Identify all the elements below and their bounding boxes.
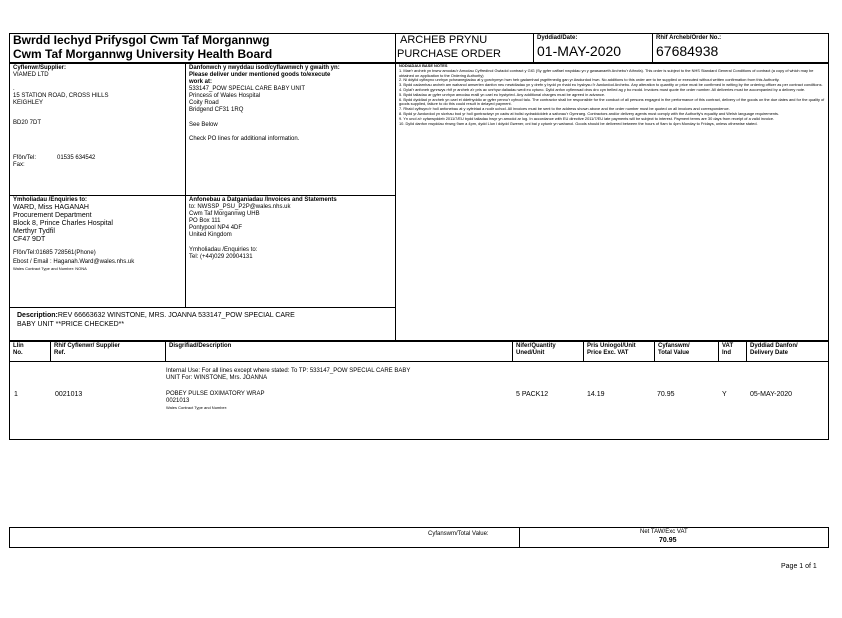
divider (654, 341, 655, 361)
divider (395, 63, 396, 341)
supplier-name: VIAMED LTD (13, 72, 49, 78)
supplier-address-line: . (13, 86, 15, 92)
divider (185, 63, 186, 195)
invoice-block (189, 197, 394, 261)
invoice-email[interactable]: to: NWSSP_PSU_P2P@wales.nhs.uk (189, 204, 291, 210)
terms-heading: NODIADAU/ BASE NOTES (399, 63, 448, 68)
invoice-enquiries-tel: Tel: (+44)029 20904131 (189, 254, 253, 260)
date-label: Dyddiad/Date: (537, 35, 578, 41)
description-text: BABY UNIT **PRICE CHECKED** (17, 321, 125, 328)
table-header-line: Llin No. (13, 343, 24, 356)
enquiries-label: Ymholiadau /Enquiries to: (13, 197, 88, 203)
net-total-value: 70.95 (659, 537, 677, 544)
supplier-block (13, 65, 183, 169)
delivery-label: Please deliver under mentioned goods to/execute (189, 72, 331, 78)
description-block (17, 311, 393, 329)
terms-line: 2. Ni ddylid cyflwyno unrhyw ychwanegiadau at y gorchymyn hwn heb gadarnhad ysgrifenedig gan yr Awdurdod hwn. No additions to this order are to be supplied or executed without written confirmation from this Authority. (399, 77, 780, 83)
supplier-phone: 01535 634542 (57, 155, 96, 161)
table-header-vat: VAT Ind (722, 343, 734, 356)
enquiries-block (13, 197, 183, 271)
enquiries-address-line: CF47 9DT (13, 236, 46, 243)
table-cell-total: 70.95 (657, 391, 675, 398)
table-cell-supplier-ref: 0021013 (55, 391, 83, 398)
enquiries-phone: Ffôn/Tel:01685 728561(Phone) (13, 250, 96, 256)
totals-box (9, 527, 829, 548)
page-number: Page 1 of 1 (781, 563, 817, 570)
total-value-label: Cyfanswm/Total Value: (428, 531, 489, 537)
terms-line: 1. Mae'r archeb yn bwrw amodau'r Amodau Cyffredinol Gwladol contract y GIG (Sy gyfer caffael nwyddau yn y gwasanaeth Archebu'r Athrofa). This order is subject to the NHS Standard General Conditions of contract (a copy of which may be obtained on application to the Ordering Authority) (399, 67, 814, 78)
enquiries-address-line: Merthyr Tydfil (13, 228, 55, 235)
doc-type-welsh: ARCHEB PRYNU (400, 34, 488, 46)
table-cell-delivery-date: 05-MAY-2020 (750, 391, 793, 398)
table-header-total: Cyfanswm/ Total Value (658, 343, 690, 356)
delivery-address-line: Bridgend CF31 1RQ (189, 107, 244, 113)
terms-line: 8. Bydd yr Awdurdod yn sicrhau bod yr holl gontractwyr yn cadw at bolisi cydraddoldeb a safonau'r Gymraeg. Contractors and/or delivery agents must comply with the Authority's equality and Welsh language requirements. (399, 110, 780, 116)
supplier-fax-label: Fax: (13, 162, 25, 168)
divider (533, 33, 534, 63)
table-header-ref: Rhif Cyflenwr/ Supplier Ref. (54, 343, 121, 356)
org-name-welsh: Bwrdd Iechyd Prifysgol Cwm Taf Morgannwg (13, 33, 270, 47)
divider (50, 341, 51, 361)
divider (583, 341, 584, 361)
delivery-block (189, 65, 394, 143)
supplier-label: Cyflenwr/Supplier: (13, 65, 67, 71)
terms-line: 6. Bydd dyddiad yr archeb yn cael ei ddefnyddio ar gyfer pennu'r cyfnod talu. The contractor shall be responsible for the conduct of all persons engaged in the performance of this contract, delivery of the goods on the due dates and for the quality of goods supplied, failure to do this could result in delayed payment. (399, 96, 825, 107)
table-header-description: Disgrifiad/Description (169, 343, 232, 349)
divider (9, 307, 395, 308)
delivery-address-line: Princess of Wales Hospital (189, 93, 261, 99)
divider (395, 33, 396, 63)
description-text: REV 66663632 WINSTONE, MRS. JOANNA 533147_POW SPECIAL CARE (57, 312, 295, 319)
table-cell-quantity: 5 PACK12 (516, 391, 549, 398)
divider (746, 341, 747, 361)
table-cell-description: POBEY PULSE OXIMATORY WRAP 0021013 Wales Contract Type and Number: (166, 391, 265, 410)
table-row-internal-use: Internal Use: For all lines except where stated: To TP: 533147_POW SPECIAL CARE BABY UNIT For: WINSTONE, Mrs. JOANNA (166, 368, 411, 381)
divider (185, 195, 186, 307)
divider (9, 195, 395, 196)
enquiries-department: Procurement Department (13, 212, 92, 219)
invoice-address-line: Cwm Taf Morgannwg UHB (189, 211, 260, 217)
order-number-label: Rhif Archeb/Order No.: (656, 35, 722, 41)
delivery-address-line: Coity Road (189, 100, 219, 106)
divider (512, 341, 513, 361)
terms-line: 4. Dylai'r anfoneb gynnwys rhif yr archeb a'r pris ac unrhyw daliadau wedi eu cytuno. Dylid anfon cyflenwad dros dro cyn belled ag y bo modd. Invoices must quote the order number. All deliveries must be accompanied by a delivery note. (399, 86, 806, 92)
supplier-postcode: BD20 7DT (13, 120, 42, 126)
table-cell-line-number: 1 (14, 391, 18, 398)
table-cell-vat: Y (722, 391, 727, 398)
see-below-note: See Below (189, 122, 218, 128)
order-number: 67684938 (656, 43, 719, 59)
terms-line: 5. Bydd taliadau ar gyfer unrhyw amodau eraill yn cael eu hystyried. Any additional charges must be agreed in advance. (399, 91, 606, 97)
description-label: Description: (17, 312, 58, 319)
table-header-divider (9, 361, 829, 362)
divider (718, 341, 719, 361)
items-table (9, 341, 829, 440)
terms-line: 7. Rhaid cyflwyno'r holl anfonebau at y cyfeiriad a nodir uchod. All invoices must be sent to the address shown above and the order number must be quoted on all invoices and correspondence. (399, 106, 730, 112)
table-header-unit-price: Pris Uniogol/Unit Price Exc. VAT (587, 343, 636, 356)
enquiries-email[interactable]: Ebost / Email : Haganah.Ward@wales.nhs.uk (13, 259, 135, 265)
invoice-enquiries-label: Ymholiadau /Enquiries to: (189, 247, 258, 253)
invoice-address-line: PO Box 111 (189, 218, 221, 224)
divider (165, 341, 166, 361)
supplier-address-line: KEIGHLEY (13, 100, 44, 106)
supplier-address-line: 15 STATION ROAD, CROSS HILLS (13, 93, 109, 99)
table-header-quantity: Nifer/Quantity Uned/Unit (516, 343, 556, 356)
order-date: 01-MAY-2020 (537, 43, 622, 59)
delivery-label: work at: (189, 79, 213, 85)
delivery-address-line: 533147_POW SPECIAL CARE BABY UNIT (189, 86, 306, 92)
enquiries-contract: Wales Contract Type and Number: NONA (13, 266, 87, 271)
terms-line: 10. Dylid danfon nwyddau rhwng 9am a 4pm, dydd Llun i ddydd Gwener, oni bai y cytunir yn wahanol. Goods should be delivered between the hours of 9am to 4pm Monday to Fridays, unless otherwise stated. (399, 120, 758, 126)
terms-line: 9. Yn unol a'r cyfarwyddeb 2011/7/EU bydd taliadau hwyr yn amodol ar log. In accordance with EU directive 2011/7/EU late payments will be subject to interest. Payment terms are 30 days from receipt of a valid invoice. (399, 115, 775, 121)
enquiries-address-line: Block 8, Prince Charles Hospital (13, 220, 113, 227)
terms-block (399, 64, 827, 126)
divider (519, 527, 520, 548)
enquiries-contact-name: WARD, Miss HAGANAH (13, 204, 89, 211)
check-po-note: Check PO lines for additional information. (189, 136, 300, 142)
divider (652, 33, 653, 63)
invoice-address-line: United Kingdom (189, 232, 232, 238)
supplier-phone-label: Ffôn/Tel: (13, 155, 37, 161)
table-header-delivery-date: Dyddiad Danfon/ Delivery Date (750, 343, 798, 356)
doc-type-english: PURCHASE ORDER (397, 48, 501, 60)
terms-line: 3. Bydd cadarnhau archeb am wahanol amserlen danfon neu newidiadau yn y drefn y bydd yn rhaid eu hysbysu i'r Awdurdod Archebu. Any alteration to quantity or price must be confirmed in writing by the ordering officer as per contract conditions. (399, 82, 823, 88)
net-exc-vat-label: Net TAW/Exc VAT (640, 529, 688, 535)
invoice-label: Anfonebau a Datganiadau /Invoices and Statements (189, 197, 337, 203)
invoice-address-line: Pontypool NP4 4DF (189, 225, 243, 231)
delivery-label: Danfonwch y nwyddau isod/cyflawnwch y gwaith yn: (189, 65, 340, 71)
table-cell-unit-price: 14.19 (587, 391, 605, 398)
org-name-english: Cwm Taf Morgannwg University Health Board (13, 47, 273, 61)
